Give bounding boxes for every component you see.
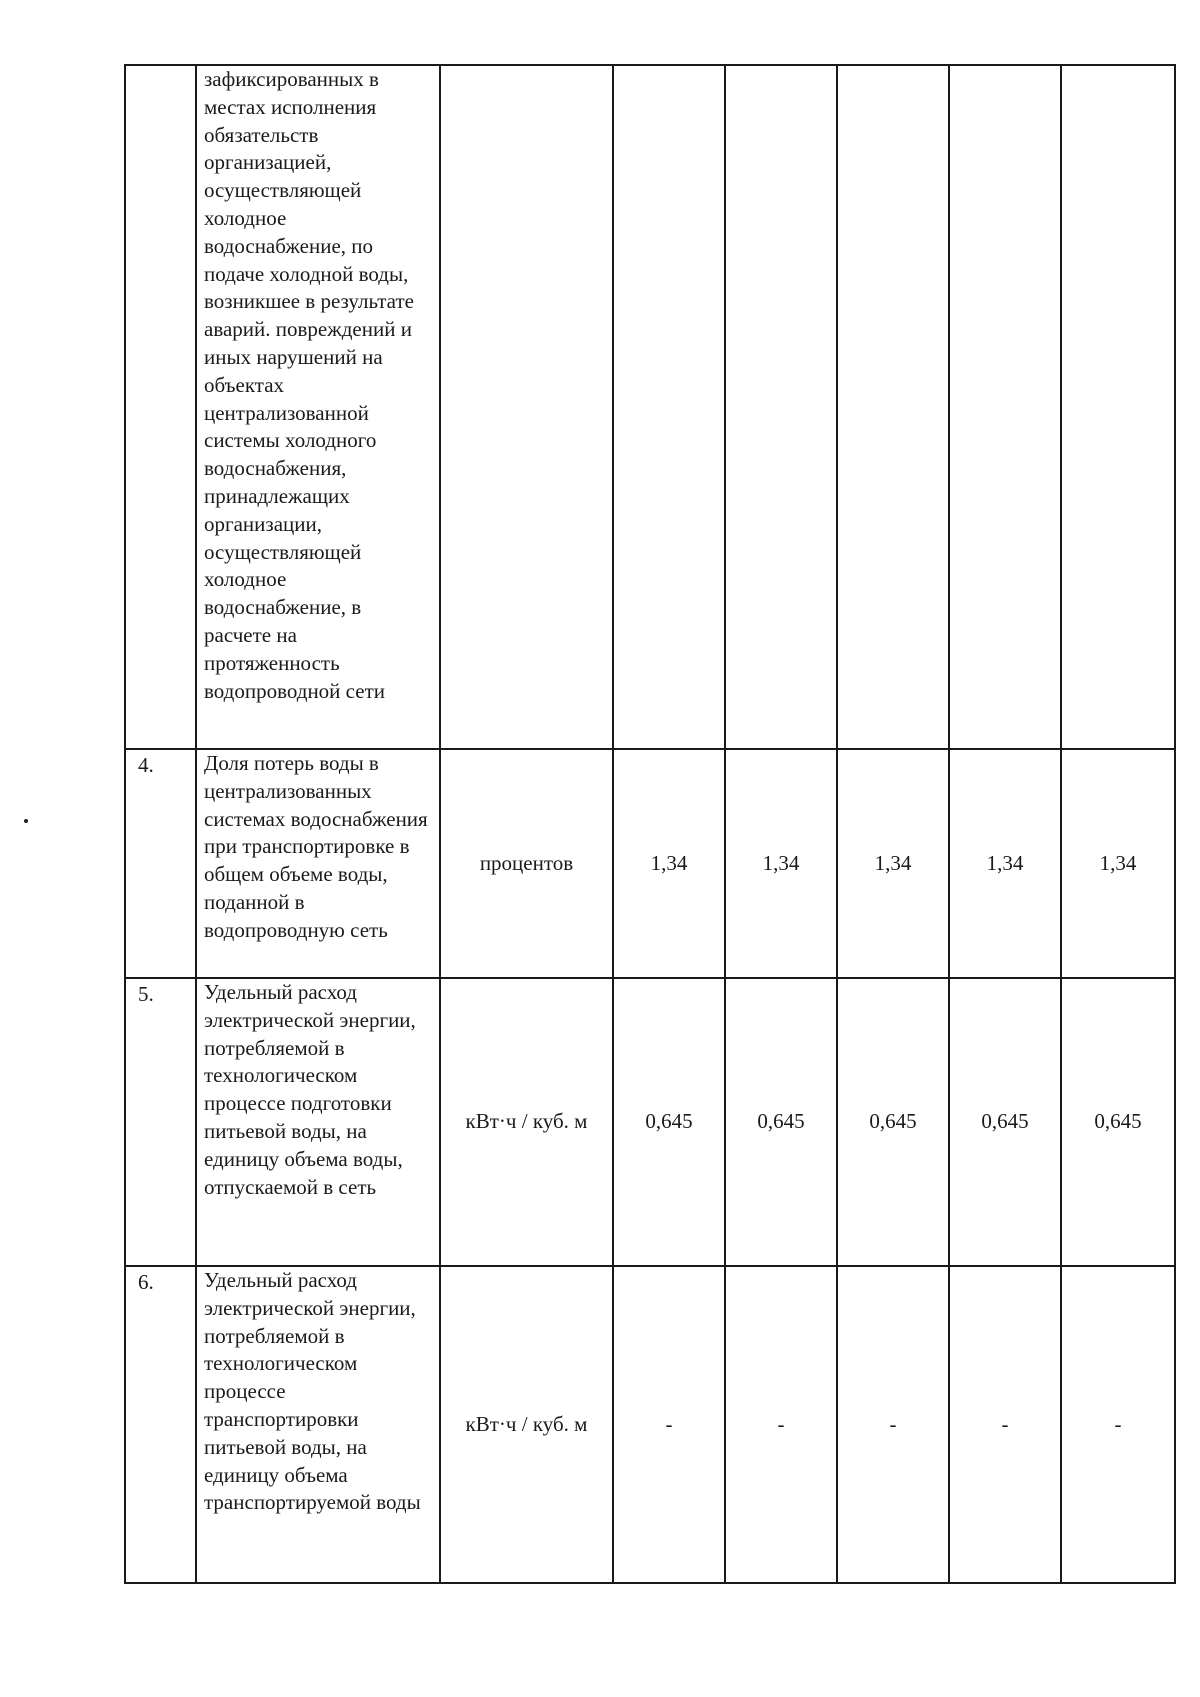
value-cell xyxy=(949,65,1061,749)
value-cell xyxy=(1061,65,1175,749)
value-cell xyxy=(613,65,725,749)
indicator-description: Удельный расход электрической энергии, потребляемой в технологическом процессе транспортировки питьевой воды, на единицу объема транспортируемой воды xyxy=(196,1266,440,1583)
value-cell: 0,645 xyxy=(1061,978,1175,1266)
unit-cell: процентов xyxy=(440,749,613,978)
row-number: 5. xyxy=(125,978,196,1266)
row-number: 4. xyxy=(125,749,196,978)
value-cell: 0,645 xyxy=(837,978,949,1266)
indicator-description: Удельный расход электрической энергии, потребляемой в технологическом процессе подготовки питьевой воды, на единицу объема воды, отпускаемой в сеть xyxy=(196,978,440,1266)
value-cell: 1,34 xyxy=(725,749,837,978)
value-cell: 0,645 xyxy=(613,978,725,1266)
value-cell: 0,645 xyxy=(725,978,837,1266)
value-cell xyxy=(837,65,949,749)
value-cell: - xyxy=(949,1266,1061,1583)
table-row xyxy=(125,749,1175,978)
row-number: 6. xyxy=(125,1266,196,1583)
table-row xyxy=(125,1266,1175,1583)
scan-speck xyxy=(24,819,28,823)
value-cell: 1,34 xyxy=(837,749,949,978)
unit-cell: кВт·ч / куб. м xyxy=(440,978,613,1266)
value-cell: 1,34 xyxy=(949,749,1061,978)
row-number xyxy=(125,65,196,749)
indicator-description: Доля потерь воды в централизованных системах водоснабжения при транспортировке в общем объеме воды, поданной в водопроводную сеть xyxy=(196,749,440,978)
value-cell: 1,34 xyxy=(1061,749,1175,978)
value-cell: - xyxy=(725,1266,837,1583)
value-cell: 1,34 xyxy=(613,749,725,978)
value-cell: - xyxy=(613,1266,725,1583)
unit-cell: кВт·ч / куб. м xyxy=(440,1266,613,1583)
indicators-table xyxy=(124,64,1176,1584)
unit-cell xyxy=(440,65,613,749)
indicator-description: зафиксированных в местах исполнения обязательств организацией, осуществляющей холодное водоснабжение, по подаче холодной воды, возникшее в результате аварий. повреждений и иных нарушений на объектах централизованной системы холодного водоснабжения, принадлежащих организации, осуществляющей холодное водоснабжение, в расчете на протяженность водопроводной сети xyxy=(196,65,440,749)
value-cell: - xyxy=(1061,1266,1175,1583)
value-cell xyxy=(725,65,837,749)
value-cell: 0,645 xyxy=(949,978,1061,1266)
table-row xyxy=(125,65,1175,749)
table-row xyxy=(125,978,1175,1266)
value-cell: - xyxy=(837,1266,949,1583)
